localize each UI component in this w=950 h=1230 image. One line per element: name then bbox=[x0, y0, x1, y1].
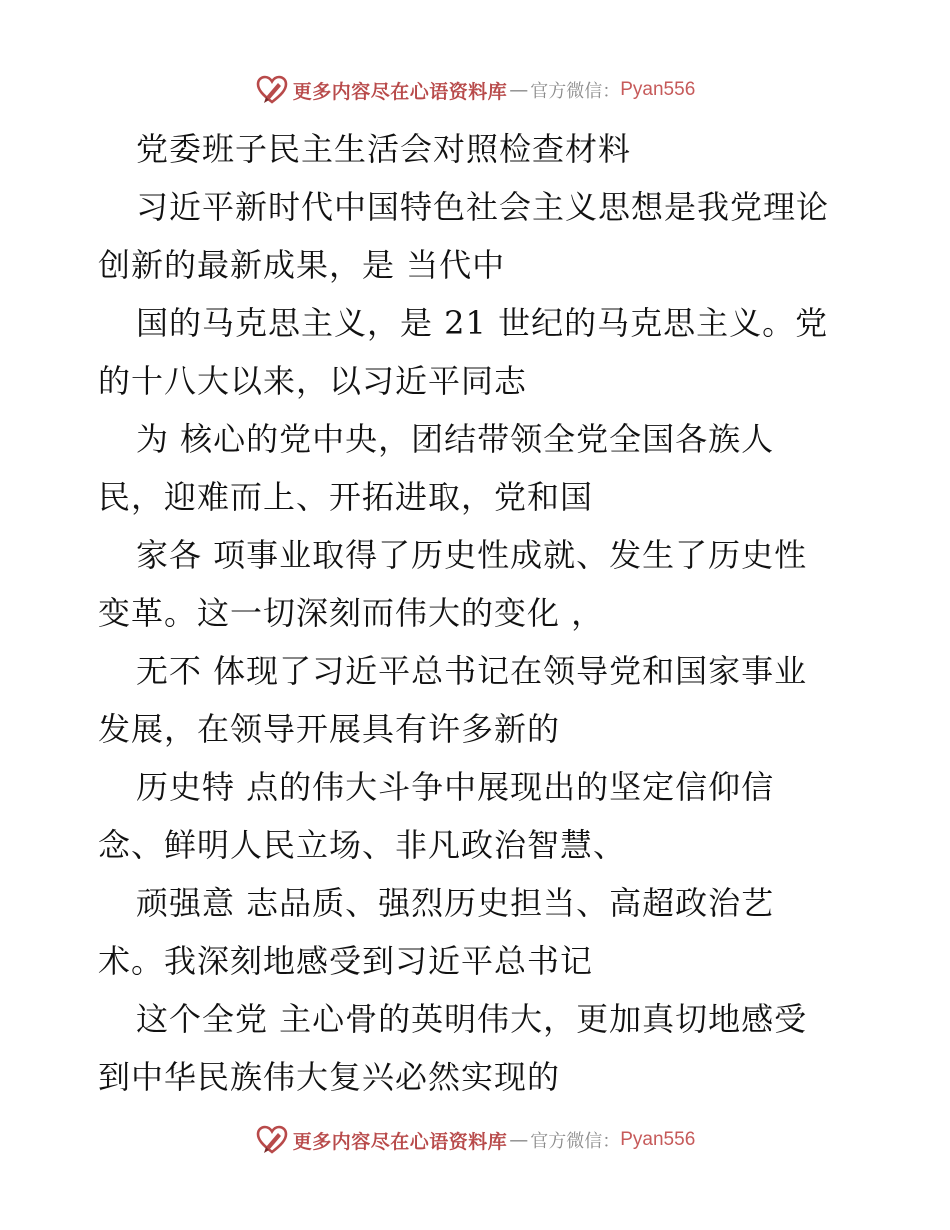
document-title: 党委班子民主生活会对照检查材料 bbox=[136, 130, 632, 168]
text-line: 创新的最新成果，是 当代中 bbox=[98, 246, 506, 284]
heart-pen-logo-icon bbox=[255, 73, 289, 107]
banner-site-text: 更多内容尽在心语资料库 bbox=[292, 80, 508, 103]
document-body bbox=[98, 120, 878, 1106]
text-line: 的十八大以来，以习近平同志 bbox=[98, 362, 528, 400]
text-line: 民，迎难而上、开拓进取，党和国 bbox=[98, 478, 594, 516]
text-line: 历史特 点的伟大斗争中展现出的坚定信仰信 bbox=[136, 768, 775, 806]
text-line: 家各 项事业取得了历史性成就、发生了历史性 bbox=[136, 536, 808, 574]
footer-banner bbox=[0, 1118, 950, 1162]
text-line: 国的马克思主义，是 21 世纪的马克思主义。党 bbox=[136, 304, 829, 342]
banner-wechat-id: Pyan556 bbox=[620, 79, 696, 100]
header-banner bbox=[0, 68, 950, 112]
banner-dash: — bbox=[509, 1129, 529, 1151]
text-line: 无不 体现了习近平总书记在领导党和国家事业 bbox=[136, 652, 808, 690]
text-line: 到中华民族伟大复兴必然实现的 bbox=[98, 1058, 561, 1096]
text-line: 为 核心的党中央，团结带领全党全国各族人 bbox=[136, 420, 775, 458]
text-line: 念、鲜明人民立场、非凡政治智慧、 bbox=[98, 826, 627, 864]
banner-wechat-id: Pyan556 bbox=[620, 1129, 696, 1150]
banner-dash: — bbox=[509, 79, 529, 101]
text-line: 这个全党 主心骨的英明伟大，更加真切地感受 bbox=[136, 1000, 808, 1038]
banner-site-text: 更多内容尽在心语资料库 bbox=[292, 1130, 508, 1153]
heart-pen-logo-icon bbox=[255, 1123, 289, 1157]
banner-official-label: 官方微信： bbox=[530, 81, 621, 102]
text-line: 顽强意 志品质、强烈历史担当、高超政治艺 bbox=[136, 884, 775, 922]
text-line: 发展，在领导开展具有许多新的 bbox=[98, 710, 561, 748]
text-line: 术。我深刻地感受到习近平总书记 bbox=[98, 942, 594, 980]
banner-official-label: 官方微信： bbox=[530, 1131, 621, 1152]
text-line: 习近平新时代中国特色社会主义思想是我党理论 bbox=[136, 188, 830, 226]
text-line: 变革。这一切深刻而伟大的变化 ， bbox=[98, 594, 605, 632]
